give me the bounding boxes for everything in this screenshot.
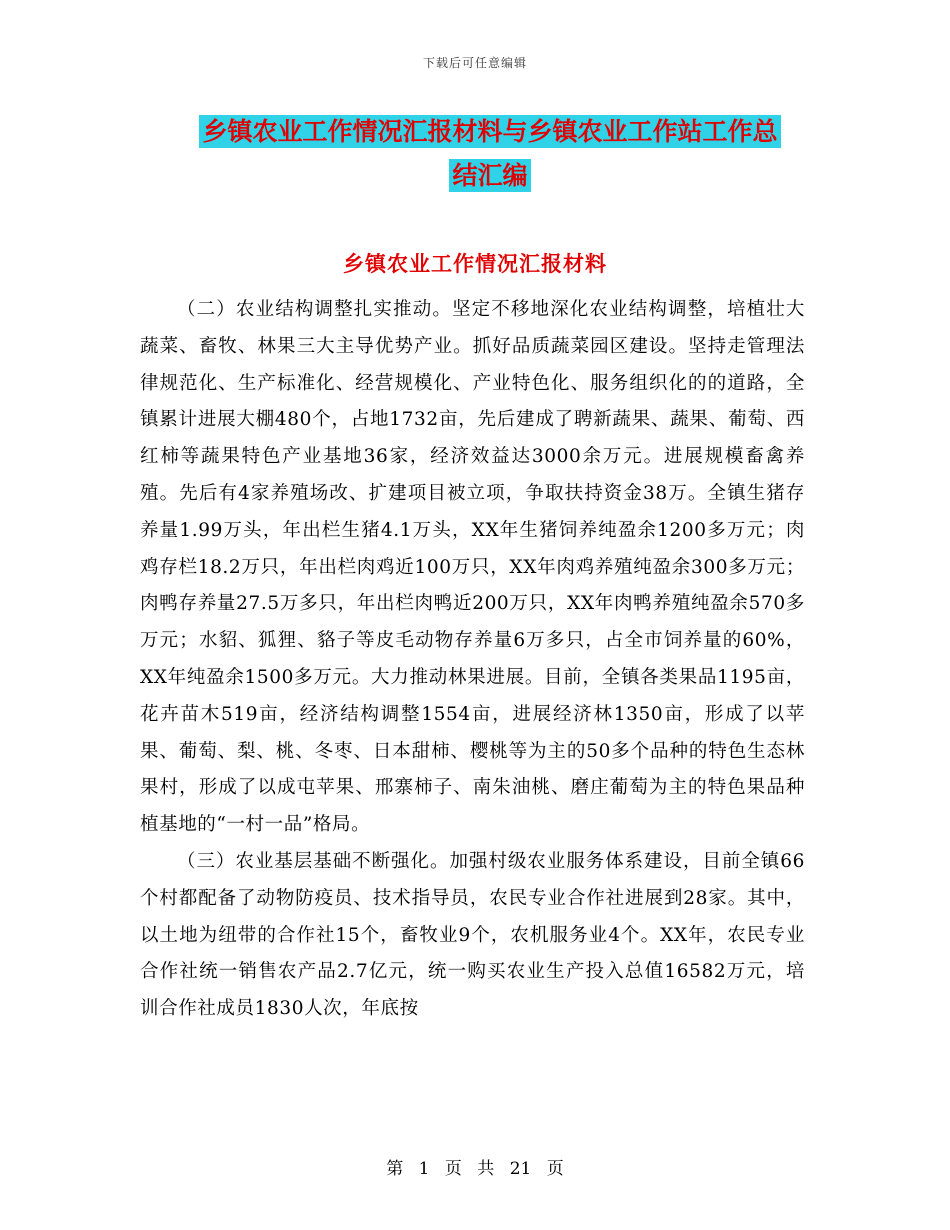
document-title-line-1: 乡镇农业工作情况汇报材料与乡镇农业工作站工作总 — [199, 115, 780, 148]
section-title: 乡镇农业工作情况汇报材料 — [343, 251, 607, 276]
footer-prefix: 第 — [386, 1159, 404, 1179]
paragraph-agri-structure: （二）农业结构调整扎实推动。坚定不移地深化农业结构调整，培植壮大蔬菜、畜牧、林果三大主导优势产业。抓好品质蔬菜园区建设。坚持走管理法律规范化、生产标准化、经营规模化、产业特色化、服务组织化的的道路，全镇累计进展大棚480个，占地1732亩，先后建成了聘新蔬果、蔬果、葡萄、西红柿等蔬果特色产业基地36家，经济效益达3000余万元。进展规模畜禽养殖。先后有4家养殖场改、扩建项目被立项，争取扶持资金38万。全镇生猪存养量1.99万头，年出栏生猪4.1万头，XX年生猪饲养纯盈余1200多万元；肉鸡存栏18.2万只，年出栏肉鸡近100万只，XX年肉鸡养殖纯盈余300多万元；肉鸭存养量27.5万多只，年出栏肉鸭近200万只，XX年肉鸭养殖纯盈余570多万元；水貂、狐狸、貉子等皮毛动物存养量6万多只，占全市饲养量的60%，XX年纯盈余1500多万元。大力推动林果进展。目前，全镇各类果品1195亩，花卉苗木519亩，经济结构调整1554亩，进展经济林1350亩，形成了以苹果、葡萄、梨、桃、冬枣、日本甜柿、樱桃等为主的50多个品种的特色生态林果村，形成了以成屯苹果、邢寨柿子、南朱油桃、磨庄葡萄为主的特色果品种植基地的“一村一品”格局。 — [140, 299, 805, 836]
page-footer — [0, 1154, 950, 1179]
paragraph-agri-foundation: （三）农业基层基础不断强化。加强村级农业服务体系建设，目前全镇66个村都配备了动物防疫员、技术指导员，农民专业合作社进展到28家。其中，以土地为纽带的合作社15个，畜牧业9个，农机服务业4个。XX年，农民专业合作社统一销售农产品2.7亿元，统一购买农业生产投入总值16582万元，培训合作社成员1830人次，年底按 — [140, 850, 805, 1020]
footer-page-word: 页 — [444, 1159, 462, 1179]
footer-total-pages: 21 — [509, 1159, 532, 1179]
body-text — [140, 292, 805, 1028]
footer-total-word: 共 — [477, 1159, 495, 1179]
document-title — [140, 110, 840, 198]
footer-suffix: 页 — [546, 1159, 564, 1179]
footer-current-page: 1 — [418, 1159, 430, 1179]
header-note: 下载后可任意编辑 — [422, 56, 527, 70]
document-title-line-2: 结汇编 — [449, 159, 530, 192]
